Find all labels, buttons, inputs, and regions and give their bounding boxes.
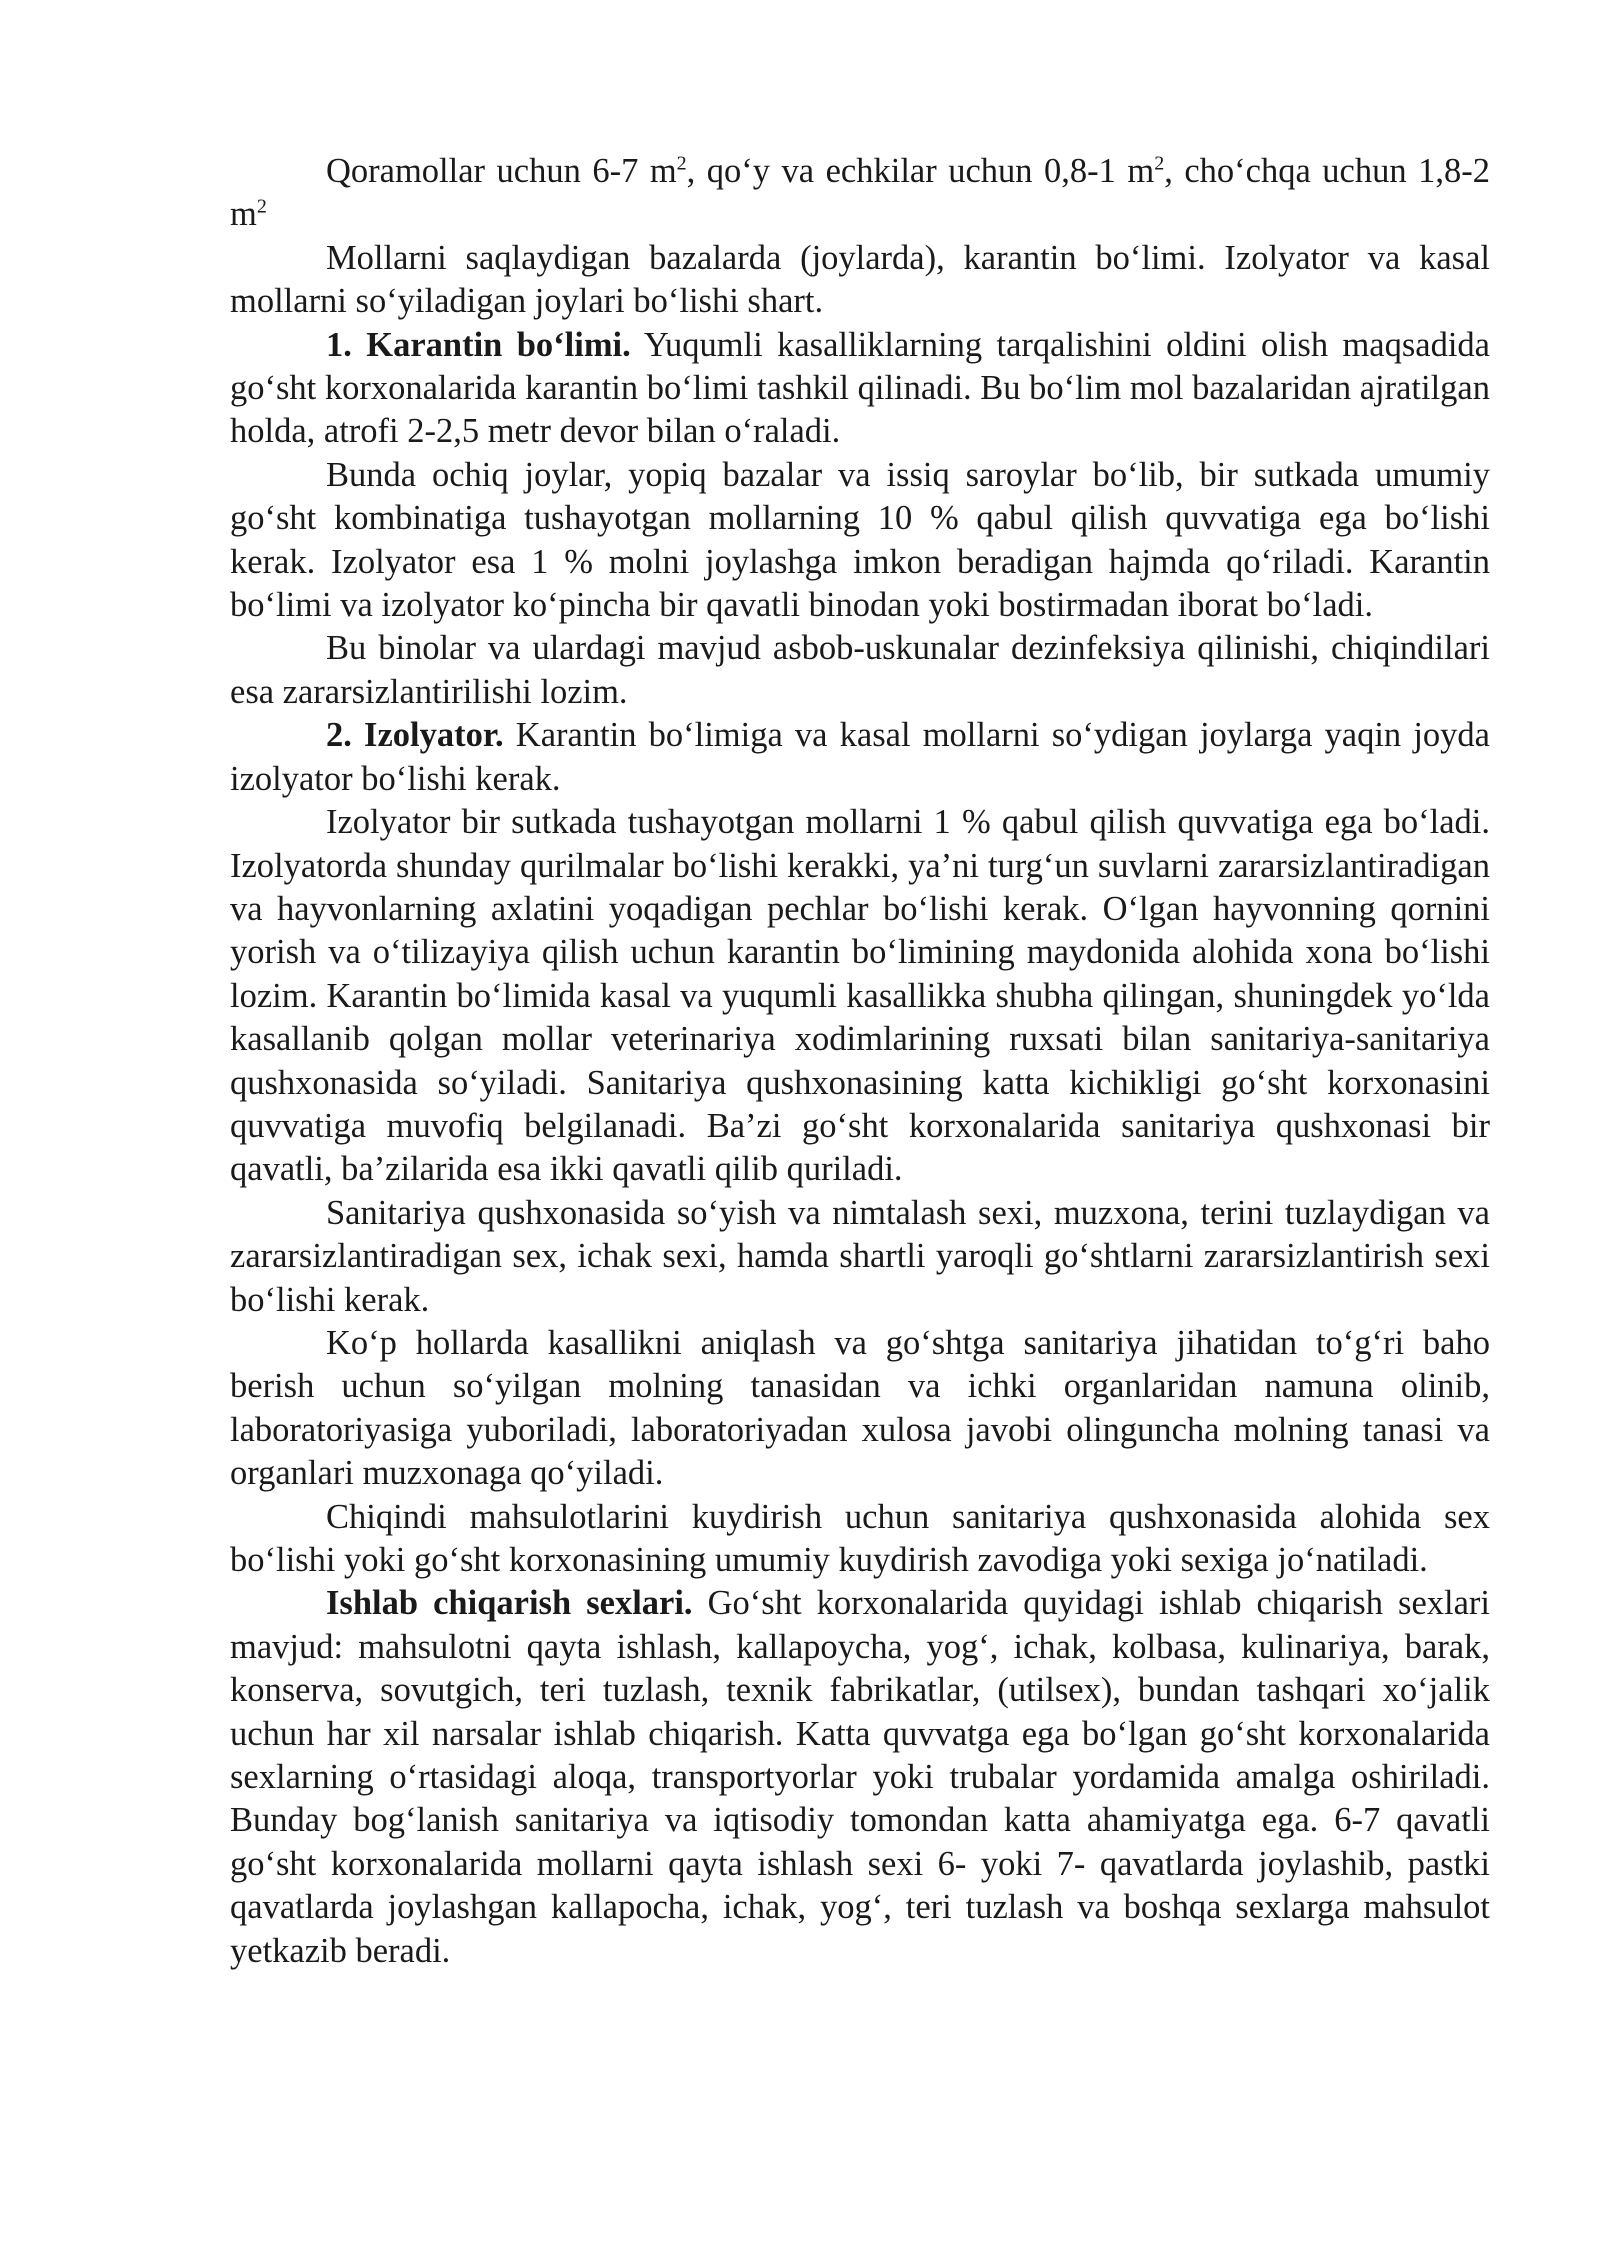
paragraph-disinfection: Bu binolar va ulardagi mavjud asbob-uskunalar dezinfeksiya qilinishi, chiqindilari esa zararsizlantirilishi lozim. <box>230 629 1490 711</box>
area-norm-sheep-text: , qo‘y va echkilar uchun 0,8-1 m <box>686 152 1155 190</box>
quarantine-text: Yuqumli kasalliklarning tarqalishini oldini olish maqsadida go‘sht korxonalarida karantin bo‘limi tashkil qilinadi. Bu bo‘lim mol bazalaridan ajratilgan holda, atrofi 2-2,5 metr devor bilan o‘raladi. <box>230 325 1490 451</box>
paragraph-laboratory: Ko‘p hollarda kasallikni aniqlash va go‘shtga sanitariya jihatidan to‘g‘ri baho berish uchun so‘yilgan molning tanasidan va ichki organlaridan namuna olinib, laboratoriyasiga yuboriladi, laboratoriyadan xulosa javobi olinguncha molning tanasi va organlari muzxonaga qo‘yiladi. <box>230 1323 1490 1493</box>
document-page <box>230 150 1490 1973</box>
paragraph-waste-burning: Chiqindi mahsulotlarini kuydirish uchun sanitariya qushxonasida alohida sex bo‘lishi yoki go‘sht korxonasining umumiy kuydirish zavodiga yoki sexiga jo‘natiladi. <box>230 1497 1490 1579</box>
superscript-2: 2 <box>1154 152 1165 175</box>
paragraph-bases-requirements: Mollarni saqlaydigan bazalarda (joylarda), karantin bo‘limi. Izolyator va kasal mollarni so‘yiladigan joylari bo‘lishi shart. <box>230 238 1490 321</box>
paragraph-quarantine-capacity: Bunda ochiq joylar, yopiq bazalar va issiq saroylar bo‘lib, bir sutkada umumiy go‘sht kombinatiga tushayotgan mollarning 10 % qabul qilish quvvatiga ega bo‘lishi kerak. Izolyator esa 1 % molni joylashga imkon beradigan hajmda qo‘riladi. Karantin bo‘limi va izolyator ko‘pincha bir qavatli binodan yoki bostirmadan iborat bo‘ladi. <box>230 455 1490 625</box>
isolator-text: Karantin bo‘limiga va kasal mollarni so‘ydigan joylarga yaqin joyda izolyator bo‘lishi kerak. <box>230 716 1490 798</box>
heading-production-shops: Ishlab chiqarish sexlari. <box>326 1584 693 1623</box>
heading-quarantine: 1. Karantin bo‘limi. <box>326 325 631 364</box>
paragraph-sanitary-slaughterhouse: Sanitariya qushxonasida so‘yish va nimtalash sexi, muzxona, terini tuzlaydigan va zararsizlantiradigan sex, ichak sexi, hamda shartli yaroqli go‘shtlarni zararsizlantirish sexi bo‘lishi kerak. <box>230 1193 1490 1319</box>
paragraph-production-shops <box>230 1582 1490 1973</box>
heading-isolator: 2. Izolyator. <box>326 716 504 755</box>
production-shops-text: Go‘sht korxonalarida quyidagi ishlab chiqarish sexlari mavjud: mahsulotni qayta ishlash, kallapoycha, yog‘, ichak, kolbasa, kulinariya, barak, konserva, sovutgich, teri tuzlash, texnik fabrikatlar, (utilsex), bundan tashqari xo‘jalik uchun har xil narsalar ishlab chiqarish. Katta quvvatga ega bo‘lgan go‘sht korxonalarida sexlarning o‘rtasidagi aloqa, transportyorlar yoki trubalar yordamida amalga oshiriladi. Bunday bog‘lanish sanitariya va iqtisodiy tomondan katta ahamiyatga ega. 6-7 qavatli go‘sht korxonalarida mollarni qayta ishlash sexi 6- yoki 7- qavatlarda joylashib, pastki qavatlarda joylashgan kallapocha, ichak, yog‘, teri tuzlash va boshqa sexlarga mahsulot yetkazib beradi. <box>230 1584 1490 1970</box>
area-norm-pig-text: , cho‘chqa uchun 1,8-2 m <box>230 152 1490 234</box>
area-norm-cattle-text: Qoramollar uchun 6-7 m <box>326 152 677 190</box>
paragraph-isolator-section <box>230 714 1490 801</box>
superscript-2: 2 <box>676 152 687 175</box>
paragraph-quarantine-section <box>230 324 1490 454</box>
superscript-2: 2 <box>256 196 267 219</box>
paragraph-isolator-capacity: Izolyator bir sutkada tushayotgan mollarni 1 % qabul qilish quvvatiga ega bo‘ladi. Izolyatorda shunday qurilmalar bo‘lishi kerakki, ya’ni turg‘un suvlarni zararsizlantiradigan va hayvonlarning axlatini yoqadigan pechlar bo‘lishi kerak. O‘lgan hayvonning qornini yorish va o‘tilizayiya qilish uchun karantin bo‘limining maydonida alohida xona bo‘lishi lozim. Karantin bo‘limida kasal va yuqumli kasallikka shubha qilingan, shuningdek yo‘lda kasallanib qolgan mollar veterinariya xodimlarining ruxsati bilan sanitariya-sanitariya qushxonasida so‘yiladi. Sanitariya qushxonasining katta kichikligi go‘sht korxonasini quvvatiga muvofiq belgilanadi. Ba’zi go‘sht korxonalarida sanitariya qushxonasi bir qavatli, ba’zilarida esa ikki qavatli qilib quriladi. <box>230 803 1490 1189</box>
paragraph-area-norms <box>230 150 1490 237</box>
